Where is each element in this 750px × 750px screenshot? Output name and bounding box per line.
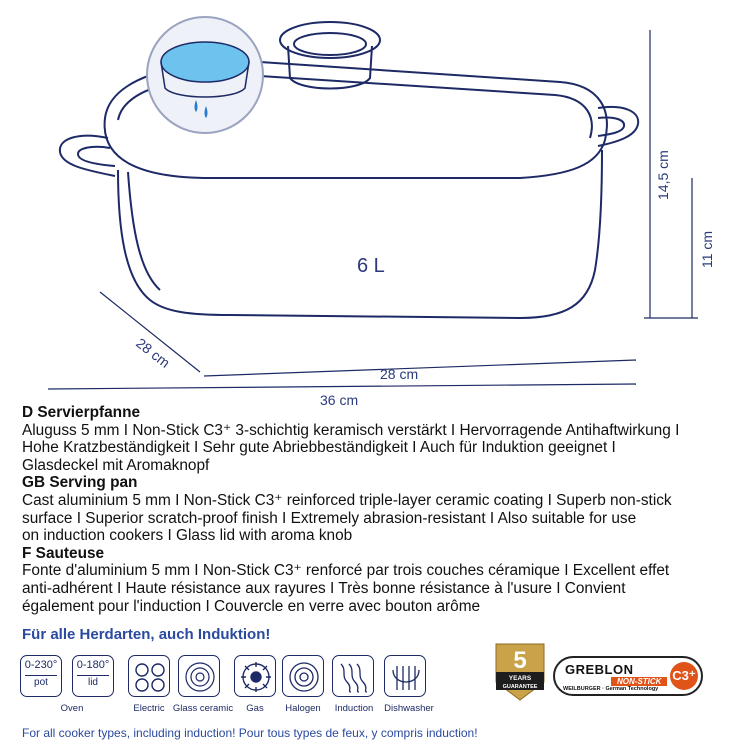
guarantee-years: 5 xyxy=(513,647,527,674)
section-line: surface I Superior scratch-proof finish I Extremely abrasion-resistant I Also suitable for use xyxy=(22,509,637,527)
electric-label: Electric xyxy=(133,703,165,714)
lid-unit: lid xyxy=(77,675,109,689)
body-height-label: 11 cm xyxy=(699,230,715,268)
greblon-logo xyxy=(553,656,703,696)
oven-unit: pot xyxy=(25,675,57,689)
section-line: Aluguss 5 mm I Non-Stick C3⁺ 3-schichtig keramisch verstärkt I Hervorragende Antihaftwirkung I xyxy=(22,421,680,439)
section-line: on induction cookers I Glass lid with aroma knob xyxy=(22,527,353,545)
depth-label: 28 cm xyxy=(133,334,174,371)
guarantee-line1: YEARS xyxy=(508,675,532,682)
electric-icon xyxy=(128,655,170,697)
induction-label: Induction xyxy=(334,703,374,714)
halogen-icon xyxy=(282,655,324,697)
section-line: Glasdeckel mit Aromaknopf xyxy=(22,456,210,474)
greblon-tagline: WEILBURGER · German Technology xyxy=(563,686,659,692)
footer-note: For all cooker types, including induction! Pour tous types de feux, y compris induction! xyxy=(22,726,478,740)
oven-temp-icon xyxy=(20,655,62,697)
dishwasher-icon xyxy=(384,655,426,697)
induction-icon xyxy=(332,655,374,697)
section-line: Fonte d'aluminium 5 mm I Non-Stick C3⁺ renforcé par trois couches céramique I Excellent effet xyxy=(22,562,670,580)
gas-label: Gas xyxy=(246,703,264,714)
lid-temp: 0-180° xyxy=(76,659,110,671)
guarantee-line2: GUARANTEE xyxy=(502,684,538,690)
outer-width-label: 36 cm xyxy=(320,392,359,405)
description xyxy=(22,404,738,615)
section-line: Cast aluminium 5 mm I Non-Stick C3⁺ reinforced triple-layer ceramic coating I Superb non-stick xyxy=(22,491,672,509)
c3-badge: C3⁺ xyxy=(670,662,698,690)
guarantee-badge xyxy=(494,638,546,702)
oven-label: Oven xyxy=(60,703,84,714)
dishwasher-label: Dishwasher xyxy=(384,703,434,714)
slogan: Für alle Herdarten, auch Induktion! xyxy=(22,626,271,643)
greblon-nonstick: NON-STICK xyxy=(611,677,667,686)
glass-ceramic-icon xyxy=(178,655,220,697)
total-height-label: 14,5 cm xyxy=(655,150,671,200)
section-heading-d: D Servierpfanne xyxy=(22,404,141,421)
section-line: anti-adhérent I Haute résistance aux rayures I Très bonne résistance à l'usure I Convient xyxy=(22,579,626,597)
lid-temp-icon xyxy=(72,655,114,697)
section-line: également pour l'induction I Couvercle en verre avec bouton arôme xyxy=(22,597,481,615)
inner-width-label: 28 cm xyxy=(380,366,419,382)
aroma-knob-inset xyxy=(147,17,263,133)
oven-temp: 0-230° xyxy=(24,659,58,671)
glass-ceramic-label: Glass ceramic xyxy=(172,703,234,714)
volume-label: 6 L xyxy=(357,255,385,277)
greblon-brand: GREBLON xyxy=(565,662,634,677)
section-line: Hohe Kratzbeständigkeit I Sehr gute Abriebbeständigkeit I Auch für Induktion geeignet I xyxy=(22,439,616,457)
section-heading-gb: GB Serving pan xyxy=(22,474,138,492)
halogen-label: Halogen xyxy=(285,703,321,714)
section-heading-f: F Sauteuse xyxy=(22,544,105,562)
gas-icon xyxy=(234,655,276,697)
